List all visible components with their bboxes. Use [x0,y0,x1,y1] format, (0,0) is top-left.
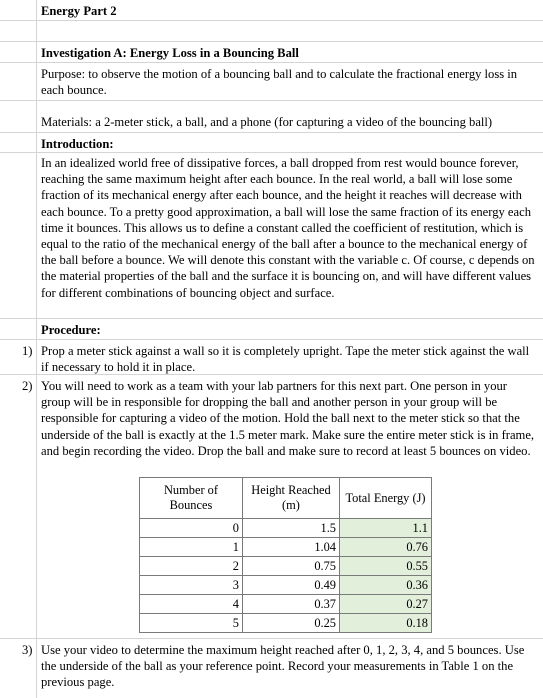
cell-energy[interactable]: 0.36 [340,576,432,595]
cell-height[interactable]: 1.04 [243,538,340,557]
header-energy: Total Energy (J) [340,478,432,519]
materials-text: Materials: a 2-meter stick, a ball, and a phone (for capturing a video of the bouncing ball) [41,115,493,129]
introduction-text: In an idealized world free of dissipative forces, a ball dropped from rest would bounce forever, reaching the same maximum height after each bounce. In the real world, a ball will lose some fraction of its mechanical energy after each bounce, and the height it reaches will decrease with each bounce. To a pretty good approximation, a ball will lose the same fraction of its energy each time it bounces. This allows us to define a constant called the coefficient of restitution, which is equal to the ratio of the mechanical energy of the ball after a bounce to the mechanical energy of the ball before a bounce. We will denote this constant with the variable c. Of course, c depends on the material properties of the ball and the surface it is bouncing on, and will have different values for different combinations of bouncing object and surface. [41,156,535,300]
cell-bounces[interactable]: 1 [140,538,243,557]
cell-energy[interactable]: 0.76 [340,538,432,557]
cell-height[interactable]: 1.5 [243,519,340,538]
table-row [140,557,432,576]
table-header-row [140,478,432,519]
cell-energy[interactable]: 0.18 [340,614,432,633]
cell-bounces[interactable]: 4 [140,595,243,614]
row-divider [0,41,543,42]
table-row [140,595,432,614]
page-title: Energy Part 2 [41,4,117,18]
cell-height[interactable]: 0.37 [243,595,340,614]
cell-bounces[interactable]: 2 [140,557,243,576]
row-divider [0,152,543,153]
investigation-heading: Investigation A: Energy Loss in a Bouncing Ball [41,46,299,60]
step-text: Prop a meter stick against a wall so it is completely upright. Tape the meter stick against the wall if necessary to hold it in place. [41,344,530,375]
row-divider [0,339,543,340]
header-height: Height Reached (m) [243,478,340,519]
row-divider [0,20,543,21]
row-divider [0,318,543,319]
row-divider [0,638,543,639]
row-divider [0,62,543,63]
cell-energy[interactable]: 0.55 [340,557,432,576]
step-number: 2) [22,379,33,393]
column-divider [36,0,37,698]
cell-bounces[interactable]: 3 [140,576,243,595]
row-divider [0,132,543,133]
procedure-heading: Procedure: [41,323,101,337]
step-number: 1) [22,344,33,358]
cell-height[interactable]: 0.49 [243,576,340,595]
row-divider [0,100,543,101]
cell-energy[interactable]: 0.27 [340,595,432,614]
table-row [140,614,432,633]
bounce-data-table [139,477,432,633]
cell-energy[interactable]: 1.1 [340,519,432,538]
table-row [140,576,432,595]
header-bounces: Number of Bounces [140,478,243,519]
cell-height[interactable]: 0.25 [243,614,340,633]
table-row [140,519,432,538]
step-text: You will need to work as a team with your lab partners for this next part. One person in your group will be in responsible for dropping the ball and another person in your group will be responsible for capturing a video of the motion. Hold the ball next to the meter stick so that the underside of the ball is exactly at the 1.5 meter mark. Make sure the entire meter stick is in frame, and begin recording the video. Drop the ball and make sure to record at least 5 bounces on video. [41,379,535,458]
cell-bounces[interactable]: 5 [140,614,243,633]
step-number: 3) [22,643,33,657]
purpose-text: Purpose: to observe the motion of a bouncing ball and to calculate the fractional energy loss in each bounce. [41,67,518,98]
introduction-heading: Introduction: [41,137,114,151]
cell-height[interactable]: 0.75 [243,557,340,576]
step-text: Use your video to determine the maximum height reached after 0, 1, 2, 3, 4, and 5 bounces. Use the underside of the ball as your reference point. Record your measurements in Table 1 on the previous page. [41,643,525,690]
table-row [140,538,432,557]
cell-bounces[interactable]: 0 [140,519,243,538]
